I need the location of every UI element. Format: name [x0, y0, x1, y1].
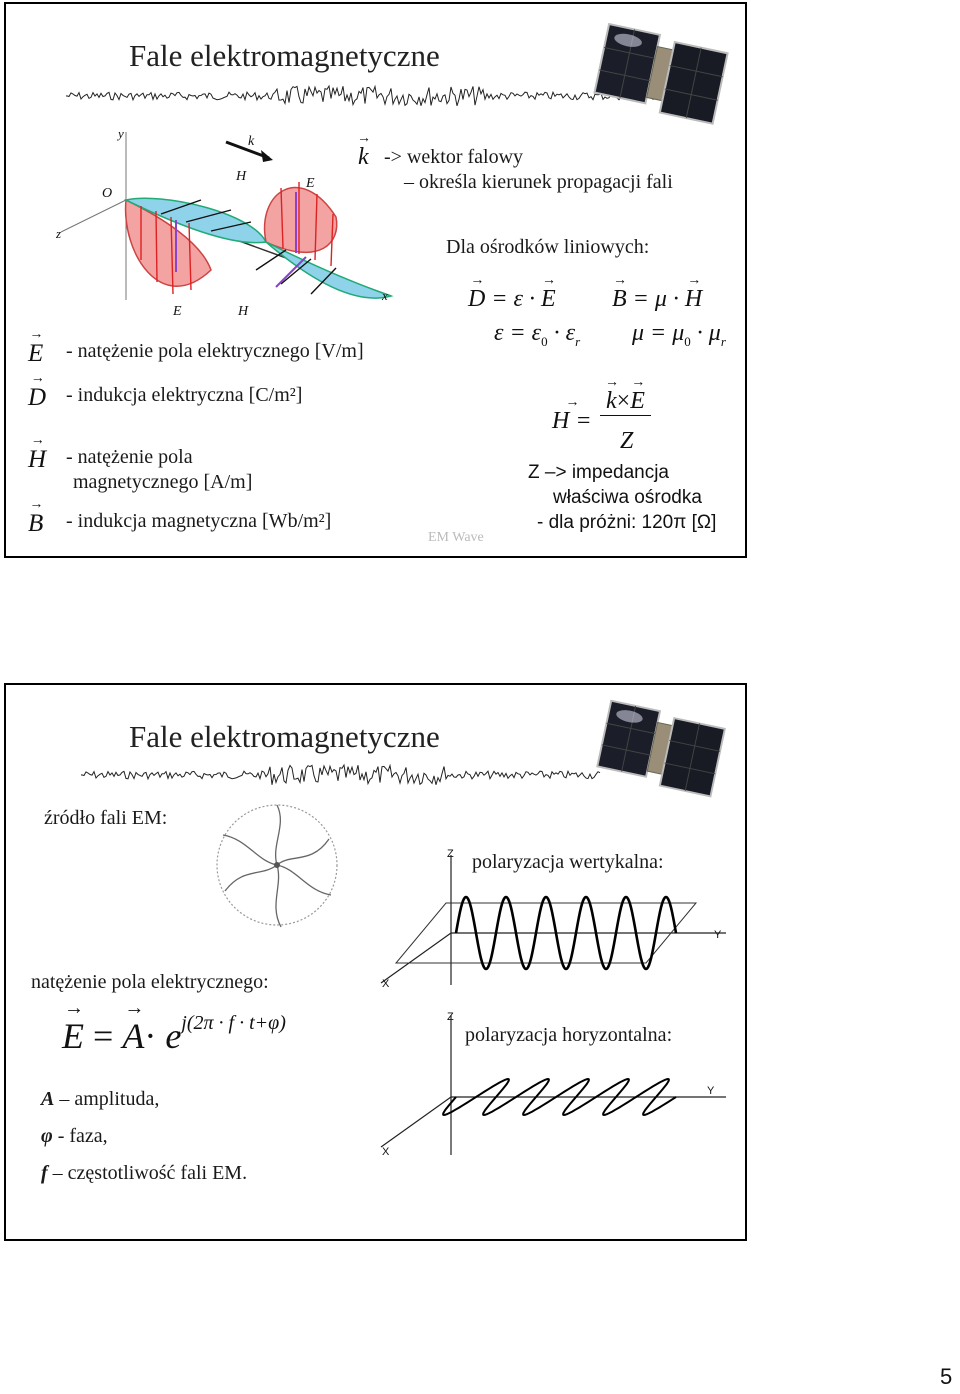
source-label: źródło fali EM: — [44, 807, 168, 829]
axis-x-horizontal: X — [382, 1146, 390, 1158]
impedance-text-1: Z –> impedancja — [528, 462, 669, 483]
eq-d-eps-e: → D = ε · → E — [468, 273, 557, 312]
h-bottom-label: H — [238, 304, 249, 319]
axis-y-vertical: Y — [714, 929, 722, 941]
legend-frequency: f – częstotliwość fali EM. — [41, 1162, 248, 1184]
k-desc-1: -> wektor falowy — [384, 146, 524, 168]
vertical-polarization-label: polaryzacja wertykalna: — [472, 851, 664, 873]
impedance-text-3: - dla próżni: 120π [Ω] — [537, 512, 717, 533]
def-symbol-d: → D — [28, 371, 47, 411]
slide-2 — [4, 683, 747, 1241]
field-label: natężenie pola elektrycznego: — [31, 971, 269, 993]
eq-epsilon: $\varepsilon = \varepsilon_0 \cdot \varepsilon_r$ — [494, 320, 581, 349]
k-desc-2: – określa kierunek propagacji fali — [404, 171, 673, 193]
def-text-h: - natężenie pola — [66, 446, 193, 468]
axis-z-vertical: Z — [447, 848, 454, 860]
axis-y-label: y — [118, 126, 124, 141]
watermark: EM Wave — [428, 530, 484, 545]
e-bottom-label: E — [173, 304, 182, 319]
eq-h-lhs: → H = — [552, 395, 592, 434]
signal-line — [66, 84, 666, 108]
axis-y-horizontal: Y — [707, 1085, 715, 1097]
axis-x-vertical: X — [382, 978, 390, 990]
horizontal-polarization-diagram — [376, 1005, 736, 1155]
signal-line — [81, 763, 601, 787]
em-wave-diagram — [51, 122, 411, 332]
satellite-icon — [591, 18, 731, 138]
axis-z-label: z — [56, 226, 62, 241]
slide-title: Fale elektromagnetyczne — [129, 38, 440, 73]
equation-e-field: → E = → $A\cdot e^{j(2\pi \cdot f \cdot t+\varphi)}$ — [62, 997, 286, 1056]
def-text-h-2: magnetycznego [A/m] — [73, 471, 253, 493]
eq-b-mu-h: → B = μ · → H — [612, 273, 703, 312]
k-label: k — [248, 134, 255, 149]
page-number: 5 — [940, 1364, 953, 1389]
axis-z-horizontal: Z — [447, 1011, 454, 1023]
e-top-label: E — [306, 176, 315, 191]
impedance-text-2: właściwa ośrodka — [553, 487, 702, 508]
slide-title: Fale elektromagnetyczne — [129, 719, 440, 754]
def-text-b: - indukcja magnetyczna [Wb/m²] — [66, 510, 332, 532]
def-symbol-h: → H — [28, 433, 47, 473]
horizontal-polarization-label: polaryzacja horyzontalna: — [465, 1024, 673, 1046]
k-vector-symbol: → k — [357, 131, 372, 170]
em-source-diagram — [211, 795, 351, 935]
legend-amplitude: A – amplituda, — [41, 1088, 160, 1110]
eq-h-numerator: → k× → E — [600, 388, 651, 416]
def-symbol-b: → B — [28, 497, 44, 537]
eq-mu: $\mu = \mu_0 \cdot \mu_r$ — [632, 320, 726, 349]
satellite-icon — [591, 695, 731, 810]
linear-media-title: Dla ośrodków liniowych: — [446, 236, 650, 258]
legend-phase: φ - faza, — [41, 1125, 108, 1147]
def-text-d: - indukcja elektryczna [C/m²] — [66, 384, 303, 406]
vertical-polarization-diagram — [376, 845, 736, 985]
origin-label: O — [102, 186, 113, 201]
h-top-label: H — [236, 169, 247, 184]
def-symbol-e: → E — [28, 327, 44, 367]
slide-1 — [4, 2, 747, 558]
axis-x-label: x — [382, 288, 388, 303]
def-text-e: - natężenie pola elektrycznego [V/m] — [66, 340, 364, 362]
eq-h-denominator: Z — [620, 428, 634, 454]
